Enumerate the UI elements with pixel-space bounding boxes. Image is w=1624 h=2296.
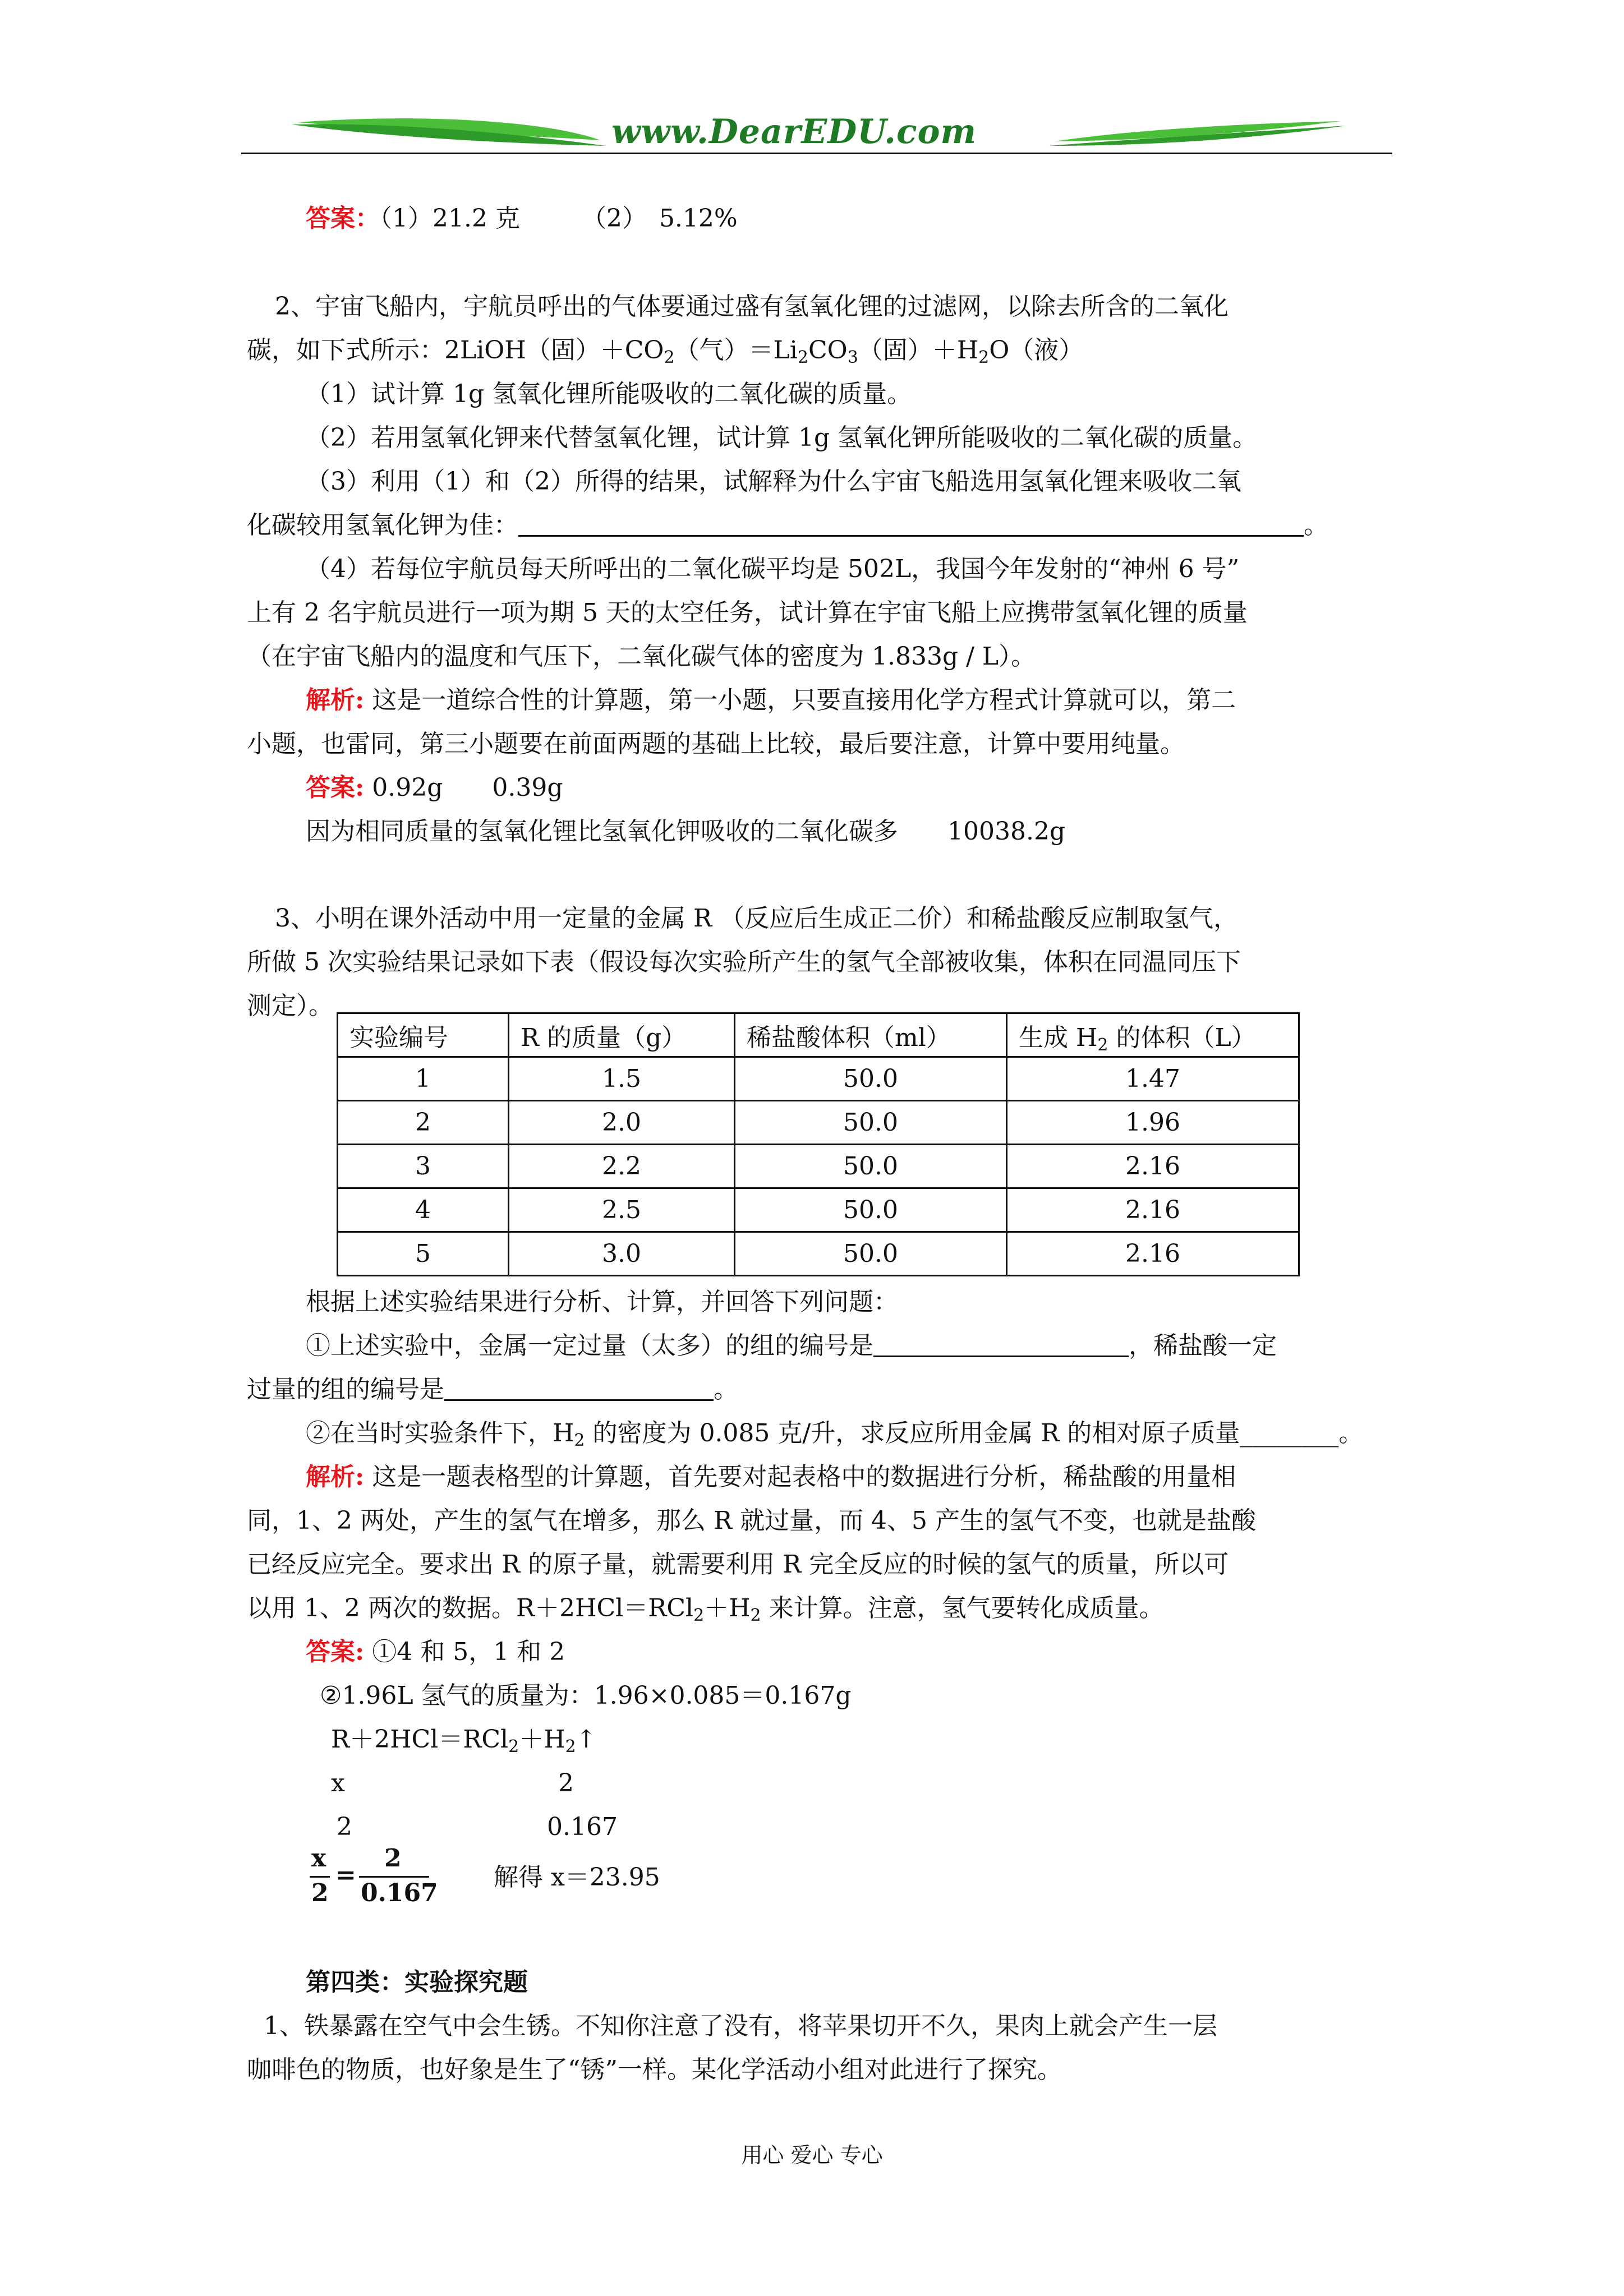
- q3-sub-1-line-1: ①上述实验中，金属一定过量（太多）的组的编号是 ，稀盐酸一定: [306, 1331, 1277, 1360]
- fraction-equals: =: [335, 1861, 356, 1889]
- table-header-row: [338, 1013, 1299, 1057]
- table-cell: 1.5: [509, 1057, 735, 1101]
- table-cell: 2: [338, 1101, 509, 1145]
- fraction-right-denominator: 0.167: [361, 1879, 438, 1907]
- table-cell: 3: [338, 1145, 509, 1188]
- fraction-bar: [359, 1876, 429, 1878]
- ratio-row-2-left: 2: [337, 1813, 352, 1841]
- q3-sub-2: ②在当时实验条件下，$H_2$ 的密度为 0.085 克/升，求反应所用金属 R 的相对原子质量________。: [306, 1419, 1364, 1450]
- table-cell: 2.16: [1007, 1145, 1299, 1188]
- column-header: 稀盐酸体积（ml）: [735, 1013, 1007, 1057]
- q2-part-4-line-1: （4）若每位宇航员每天所呼出的二氧化碳平均是 502L，我国今年发射的“神州 6 号”: [306, 555, 1240, 583]
- table-cell: 1: [338, 1057, 509, 1101]
- q2-part-4-line-3: （在宇宙飞船内的温度和气压下，二氧化碳气体的密度为 1.833g / L）。: [247, 642, 1036, 671]
- q2-analysis-line-1: 解析: 这是一道综合性的计算题，第一小题，只要直接用化学方程式计算就可以，第二: [306, 686, 1236, 714]
- table-cell: 2.5: [509, 1188, 735, 1232]
- table-cell: 2.16: [1007, 1188, 1299, 1232]
- q3-answer-line-1: 答案: ①4 和 5，1 和 2: [306, 1638, 565, 1666]
- solution-result: 解得 x＝23.95: [494, 1863, 660, 1892]
- q3-analysis-line-2: 同，1、2 两处，产生的氢气在增多，那么 R 就过量，而 4、5 产生的氢气不变，也就是盐酸: [247, 1506, 1257, 1535]
- column-header: 实验编号: [338, 1013, 509, 1057]
- q3-line-3: 测定）。: [247, 992, 333, 1020]
- header-logo-text: www.DearEDU.com: [611, 112, 977, 151]
- analysis-label: 解析:: [306, 1463, 365, 1491]
- ratio-row-1-right: 2: [558, 1769, 574, 1797]
- ratio-row-1-left: x: [331, 1769, 345, 1797]
- table-row: [338, 1057, 1299, 1101]
- column-header: 生成 $H_2$ 的体积（L）: [1007, 1013, 1299, 1057]
- table-cell: 2.16: [1007, 1232, 1299, 1276]
- answer-label: 答案：: [306, 204, 380, 233]
- q3-sub-1-line-2: 过量的组的编号是 。: [247, 1375, 738, 1404]
- answer-line-1: [306, 202, 738, 236]
- q2-part-1: （1）试计算 1g 氢氧化锂所能吸收的二氧化碳的质量。: [306, 380, 912, 408]
- fraction-bar: [310, 1876, 330, 1878]
- q3-analysis-line-1: 解析: 这是一题表格型的计算题，首先要对起表格中的数据进行分析，稀盐酸的用量相: [306, 1463, 1236, 1491]
- reaction-equation: $R+2HCl=RCl_2+H_2↑$: [331, 1725, 597, 1756]
- section-title: 第四类：实验探究题: [306, 1968, 528, 1997]
- ratio-row-2-right: 0.167: [547, 1813, 618, 1841]
- q2-answer-line-2: 因为相同质量的氢氧化锂比氢氧化钾吸收的二氧化碳多 10038.2g: [306, 817, 1066, 846]
- q3-analysis-line-4: 以用 1、2 两次的数据。$R+2HCl=RCl_2+H_2$ 来计算。注意，氢气要转化成质量。: [247, 1594, 1164, 1625]
- answer-text: （1）21.2 克 （2） 5.12%: [380, 204, 738, 233]
- table-cell: 50.0: [735, 1188, 1007, 1232]
- answer-label: 答案:: [306, 1638, 365, 1666]
- table-cell: 5: [338, 1232, 509, 1276]
- table-row: [338, 1145, 1299, 1188]
- q2-part-4-line-2: 上有 2 名宇航员进行一项为期 5 天的太空任务，试计算在宇宙飞船上应携带氢氧化锂的质量: [247, 598, 1248, 627]
- q2-part-3-line-1: （3）利用（1）和（2）所得的结果，试解释为什么宇宙飞船选用氢氧化锂来吸收二氧: [306, 467, 1241, 496]
- table-row: [338, 1232, 1299, 1276]
- q2-answer-line-1: 答案: 0.92g 0.39g: [306, 773, 563, 802]
- analysis-label: 解析:: [306, 686, 365, 714]
- q2-part-3-line-2: 化碳较用氢氧化钾为佳： 。: [247, 511, 1328, 540]
- table-cell: 50.0: [735, 1101, 1007, 1145]
- table-cell: 50.0: [735, 1145, 1007, 1188]
- q3-after-table: 根据上述实验结果进行分析、计算，并回答下列问题：: [306, 1288, 898, 1316]
- table-cell: 4: [338, 1188, 509, 1232]
- experiment-table: [337, 1012, 1300, 1276]
- table-cell: 1.47: [1007, 1057, 1299, 1101]
- table-cell: 2.2: [509, 1145, 735, 1188]
- q2-analysis-line-2: 小题，也雷同，第三小题要在前面两题的基础上比较，最后要注意，计算中要用纯量。: [247, 730, 1185, 758]
- fraction-right-numerator: 2: [384, 1844, 402, 1873]
- section4-line-1: 1、铁暴露在空气中会生锈。不知你注意了没有，将苹果切开不久，果肉上就会产生一层: [264, 2012, 1217, 2040]
- q3-answer-line-2: ②1.96L 氢气的质量为：1.96×0.085＝0.167g: [320, 1681, 852, 1710]
- table-row: [338, 1101, 1299, 1145]
- answer-blank: [444, 1377, 714, 1401]
- q3-analysis-line-3: 已经反应完全。要求出 R 的原子量，就需要利用 R 完全反应的时候的氢气的质量，所以可: [247, 1550, 1229, 1579]
- q2-part-2: （2）若用氢氧化钾来代替氢氧化锂，试计算 1g 氢氧化钾所能吸收的二氧化碳的质量。: [306, 423, 1258, 452]
- table-row: [338, 1188, 1299, 1232]
- fraction-left-denominator: 2: [311, 1879, 329, 1907]
- q3-line-1: 3、小明在课外活动中用一定量的金属 R （反应后生成正二价）和稀盐酸反应制取氢气，: [275, 904, 1239, 933]
- page-footer: 用心 爱心 专心: [741, 2143, 883, 2168]
- table-cell: 1.96: [1007, 1101, 1299, 1145]
- answer-blank: [518, 513, 1304, 537]
- table-cell: 50.0: [735, 1232, 1007, 1276]
- q2-line-2: 碳，如下式所示：2LiOH（固）$+CO_2$（气）$=Li_2CO_3$（固）$+H_2O$（液）: [247, 336, 1084, 367]
- table-cell: 2.0: [509, 1101, 735, 1145]
- answer-blank: [873, 1333, 1129, 1357]
- q3-line-2: 所做 5 次实验结果记录如下表（假设每次实验所产生的氢气全部被收集，体积在同温同压下: [247, 948, 1241, 976]
- table-cell: 3.0: [509, 1232, 735, 1276]
- column-header: R 的质量（g）: [509, 1013, 735, 1057]
- table-cell: 50.0: [735, 1057, 1007, 1101]
- section4-line-2: 咖啡色的物质，也好象是生了“锈”一样。某化学活动小组对此进行了探究。: [247, 2055, 1062, 2084]
- header-rule: [241, 153, 1392, 154]
- q2-line-1: 2、宇宙飞船内，宇航员呼出的气体要通过盛有氢氧化锂的过滤网，以除去所含的二氧化: [275, 292, 1229, 321]
- answer-label: 答案:: [306, 773, 365, 802]
- fraction-left-numerator: x: [311, 1844, 326, 1873]
